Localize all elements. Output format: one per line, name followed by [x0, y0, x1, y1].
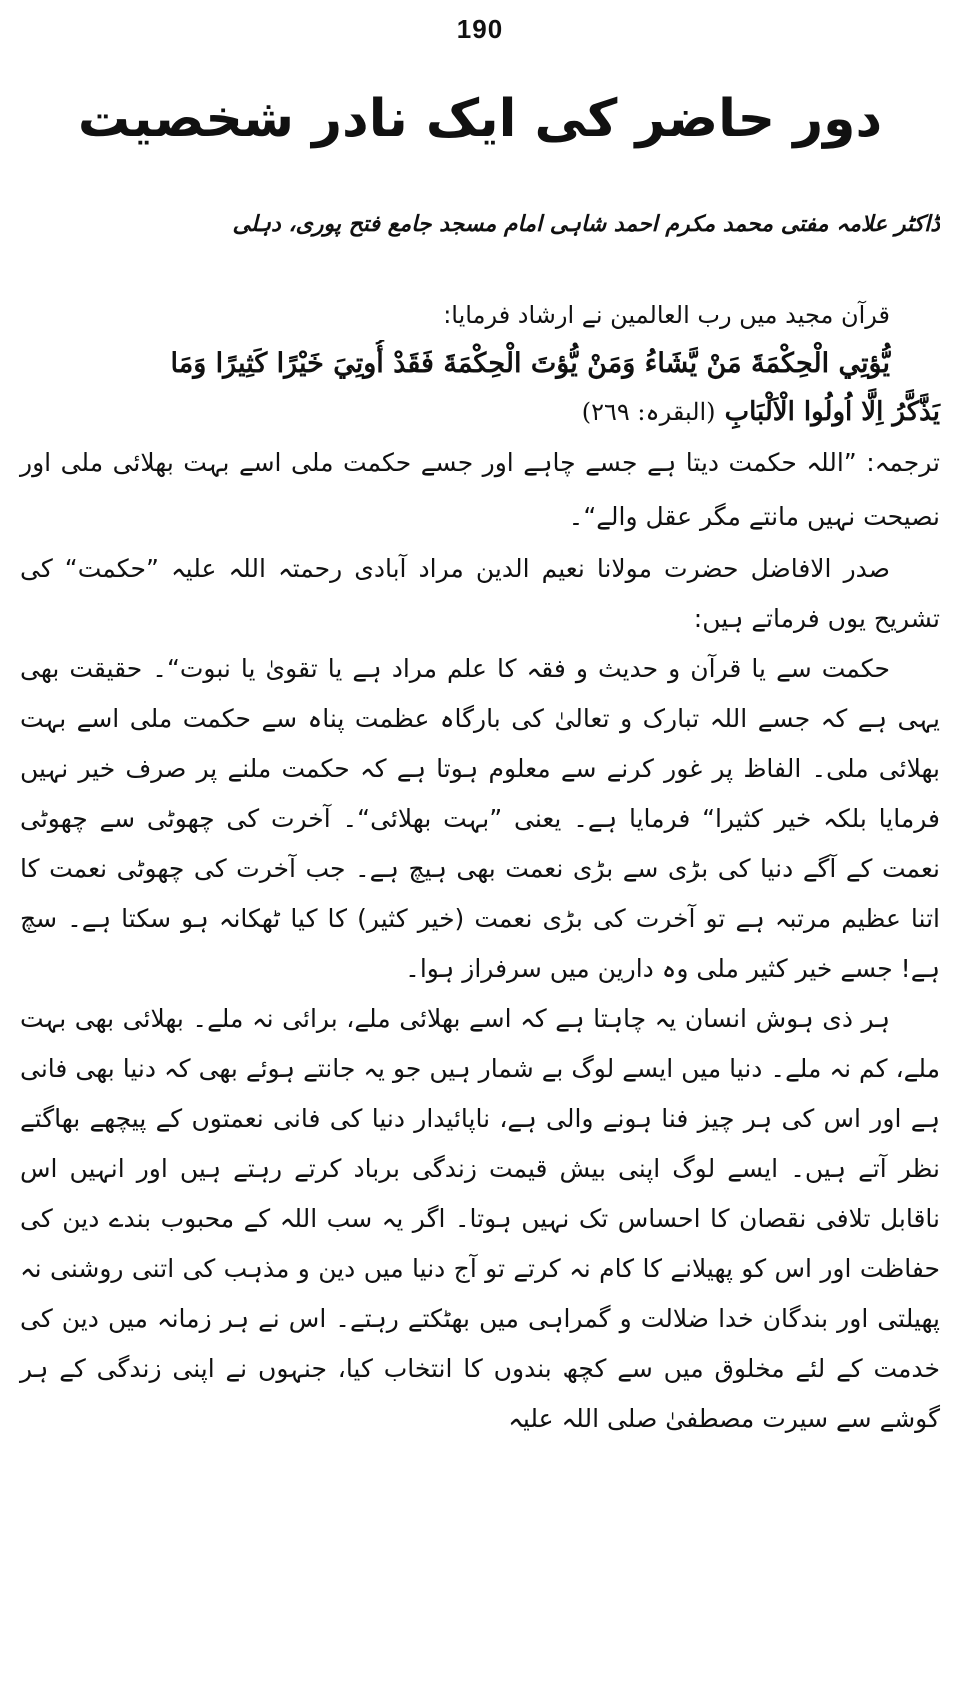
verse-text: يَذَّكَّرُ اِلَّا اُولُوا الْاَلْبَابِ	[724, 397, 940, 427]
verse-line-2	[20, 388, 940, 436]
verse-line-1: يُّؤتِي الْحِكْمَةَ مَنْ يَّشَاءُ وَمَنْ يُّؤتَ الْحِكْمَةَ فَقَدْ أُوتِيَ خَيْرًا كَثِيرًا وَمَا	[170, 348, 890, 379]
commentary-intro-paragraph: صدر الافاضل حضرت مولانا نعیم الدین مراد آبادی رحمتہ اللہ علیہ ”حکمت“ کی تشریح یوں فرماتے ہیں:	[20, 554, 940, 633]
hikmat-paragraph: حکمت سے یا قرآن و حدیث و فقہ کا علم مراد ہے یا تقویٰ یا نبوت“۔ حقیقت بھی یہی ہے کہ جسے اللہ تبارک و تعالیٰ کی بارگاہ عظمت پناہ سے حکمت ملی اسے بہت بھلائی ملی۔ الفاظ پر غور کرنے سے معلوم ہوتا ہے کہ حکمت ملنے پر صرف خیر نہیں فرمایا بلکہ خیر کثیرا“ فرمایا ہے۔ یعنی ”بہت بھلائی“۔ آخرت کی چھوٹی سے چھوٹی نعمت کے آگے دنیا کی بڑی سے بڑی نعمت بھی ہیچ ہے۔ جب آخرت کی چھوٹی نعمت کا اتنا عظیم مرتبہ ہے تو آخرت کی بڑی نعمت (خیر کثیر) کا کیا ٹھکانہ ہو سکتا ہے۔ سچ ہے! جسے خیر کثیر ملی وہ دارین میں سرفراز ہوا۔	[20, 654, 940, 983]
page-title: دور حاضر کی ایک نادر شخصیت	[77, 89, 883, 149]
verse-reference: (البقرہ: ٢٦٩)	[581, 398, 716, 426]
page-number: 190	[456, 14, 504, 44]
article-body	[20, 290, 940, 1444]
intro-line: قرآن مجید میں رب العالمین نے ارشاد فرمایا:	[443, 301, 890, 329]
author-line: ڈاکٹر علامہ مفتی محمد مکرم احمد شاہی امام مسجد جامع فتح پوری، دہلی	[232, 212, 940, 237]
closing-paragraph: ہر ذی ہوش انسان یہ چاہتا ہے کہ اسے بھلائی ملے، برائی نہ ملے۔ بھلائی بھی بہت ملے، کم نہ ملے۔ دنیا میں ایسے لوگ بے شمار ہیں جو یہ جانتے ہوئے بھی کہ دنیا بھی فانی ہے اور اس کی ہر چیز فنا ہونے والی ہے، ناپائیدار دنیا کی فانی نعمتوں کے پیچھے بھاگتے نظر آتے ہیں۔ ایسے لوگ اپنی بیش قیمت زندگی برباد کرتے رہتے ہیں اور انہیں اس ناقابل تلافی نقصان کا احساس تک نہیں ہوتا۔ اگر یہ سب اللہ کے محبوب بندے دین کی حفاظت اور اس کو پھیلانے کا کام نہ کرتے تو آج دنیا میں دین و مذہب کی اتنی روشنی نہ پھیلتی اور بندگان خدا ضلالت و گمراہی میں بھٹکتے رہتے۔ اس نے ہر زمانہ میں دین کی خدمت کے لئے مخلوق میں سے کچھ بندوں کا انتخاب کیا، جنہوں نے اپنی زندگی کے ہر گوشے سے سیرت مصطفیٰ صلی اللہ علیہ	[20, 1004, 940, 1433]
translation-paragraph: ترجمہ: ”اللہ حکمت دیتا ہے جسے چاہے اور جسے حکمت ملی اسے بہت بھلائی ملی اور نصیحت نہیں مانتے مگر عقل والے“۔	[20, 448, 940, 531]
